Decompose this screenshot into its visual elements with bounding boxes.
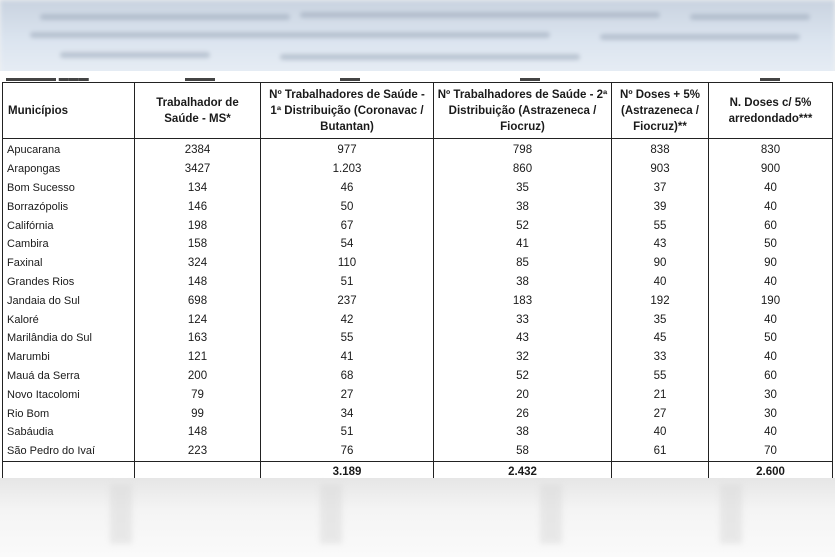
table-row: [3, 273, 833, 292]
blurred-ghost-mark: [540, 484, 562, 544]
cell-municipio: Arapongas: [3, 160, 135, 179]
cell-doses-5: 903: [612, 160, 709, 179]
cell-trabalhador-ms: 146: [135, 197, 261, 216]
cell-primeira-distribuicao: 42: [261, 310, 434, 329]
header-segunda-distribuicao: Nº Trabalhadores de Saúde - 2ª Distribuição (Astrazeneca / Fiocruz): [434, 83, 612, 139]
cell-doses-arredondado: 30: [709, 385, 833, 404]
clipped-text: ▬▬▬▬▬ ▬▬▬: [6, 73, 89, 83]
cell-municipio: Grandes Rios: [3, 273, 135, 292]
cell-doses-5: 43: [612, 235, 709, 254]
table-row: [3, 254, 833, 273]
cell-primeira-distribuicao: 67: [261, 216, 434, 235]
cell-primeira-distribuicao: 76: [261, 442, 434, 461]
header-trabalhador-ms: Trabalhador de Saúde - MS*: [135, 83, 261, 139]
cell-segunda-distribuicao: 43: [434, 329, 612, 348]
table-body: [3, 139, 833, 462]
cell-doses-5: 61: [612, 442, 709, 461]
cell-doses-arredondado: 190: [709, 291, 833, 310]
cell-doses-5: 90: [612, 254, 709, 273]
clipped-text: ▬▬: [340, 73, 360, 83]
table-row: [3, 197, 833, 216]
cell-municipio: Kaloré: [3, 310, 135, 329]
cell-segunda-distribuicao: 38: [434, 273, 612, 292]
cell-trabalhador-ms: 148: [135, 273, 261, 292]
cell-primeira-distribuicao: 237: [261, 291, 434, 310]
cell-segunda-distribuicao: 85: [434, 254, 612, 273]
cell-doses-5: 192: [612, 291, 709, 310]
blurred-text-line: [690, 14, 810, 20]
cell-municipio: Cambira: [3, 235, 135, 254]
table-row: [3, 179, 833, 198]
cell-trabalhador-ms: 198: [135, 216, 261, 235]
cell-trabalhador-ms: 79: [135, 385, 261, 404]
cell-trabalhador-ms: 200: [135, 367, 261, 386]
blurred-text-line: [40, 14, 290, 20]
cell-doses-5: 33: [612, 348, 709, 367]
blurred-text-line: [60, 52, 210, 58]
cell-municipio: Apucarana: [3, 139, 135, 160]
cell-doses-arredondado: 40: [709, 310, 833, 329]
clipped-text: ▬▬: [760, 73, 780, 83]
clipped-text: ▬▬▬: [185, 73, 215, 83]
cell-municipio: Faxinal: [3, 254, 135, 273]
cell-trabalhador-ms: 134: [135, 179, 261, 198]
cell-municipio: Sabáudia: [3, 423, 135, 442]
cell-primeira-distribuicao: 46: [261, 179, 434, 198]
total-rounded: 2.600: [709, 461, 833, 482]
cell-doses-5: 838: [612, 139, 709, 160]
cell-segunda-distribuicao: 38: [434, 423, 612, 442]
cell-doses-5: 27: [612, 404, 709, 423]
cell-doses-arredondado: 60: [709, 216, 833, 235]
total-dist1: 3.189: [261, 461, 434, 482]
cell-segunda-distribuicao: 860: [434, 160, 612, 179]
cell-municipio: Bom Sucesso: [3, 179, 135, 198]
cell-trabalhador-ms: 158: [135, 235, 261, 254]
cell-doses-arredondado: 50: [709, 235, 833, 254]
cell-segunda-distribuicao: 52: [434, 367, 612, 386]
cell-doses-5: 55: [612, 367, 709, 386]
cell-trabalhador-ms: 324: [135, 254, 261, 273]
table-row: [3, 423, 833, 442]
cell-segunda-distribuicao: 26: [434, 404, 612, 423]
header-municipios: Municípios: [3, 83, 135, 139]
blurred-text-line: [600, 34, 800, 40]
table-row: [3, 442, 833, 461]
cell-trabalhador-ms: 163: [135, 329, 261, 348]
total-dist2: 2.432: [434, 461, 612, 482]
table-row: [3, 367, 833, 386]
blurred-text-line: [300, 12, 660, 18]
cell-primeira-distribuicao: 51: [261, 273, 434, 292]
document-sheet: [0, 71, 835, 478]
cell-doses-5: 21: [612, 385, 709, 404]
cell-trabalhador-ms: 2384: [135, 139, 261, 160]
cell-doses-5: 35: [612, 310, 709, 329]
table-row: [3, 216, 833, 235]
table-row: [3, 385, 833, 404]
cell-segunda-distribuicao: 798: [434, 139, 612, 160]
table-row: [3, 160, 833, 179]
cell-doses-arredondado: 30: [709, 404, 833, 423]
cell-segunda-distribuicao: 41: [434, 235, 612, 254]
cell-primeira-distribuicao: 27: [261, 385, 434, 404]
cell-trabalhador-ms: 223: [135, 442, 261, 461]
cell-municipio: Borrazópolis: [3, 197, 135, 216]
cell-segunda-distribuicao: 38: [434, 197, 612, 216]
cell-doses-arredondado: 70: [709, 442, 833, 461]
cell-segunda-distribuicao: 32: [434, 348, 612, 367]
cell-segunda-distribuicao: 33: [434, 310, 612, 329]
cell-doses-arredondado: 60: [709, 367, 833, 386]
header-doses-5: Nº Doses + 5% (Astrazeneca / Fiocruz)**: [612, 83, 709, 139]
cell-primeira-distribuicao: 41: [261, 348, 434, 367]
cell-municipio: Jandaia do Sul: [3, 291, 135, 310]
cell-doses-arredondado: 40: [709, 423, 833, 442]
cell-doses-5: 39: [612, 197, 709, 216]
clipped-text: ▬▬: [520, 73, 540, 83]
cell-trabalhador-ms: 698: [135, 291, 261, 310]
table-row: [3, 329, 833, 348]
cell-primeira-distribuicao: 110: [261, 254, 434, 273]
cell-doses-5: 45: [612, 329, 709, 348]
cell-doses-arredondado: 40: [709, 348, 833, 367]
cell-municipio: São Pedro do Ivaí: [3, 442, 135, 461]
cell-segunda-distribuicao: 183: [434, 291, 612, 310]
cell-primeira-distribuicao: 34: [261, 404, 434, 423]
cell-doses-arredondado: 900: [709, 160, 833, 179]
cell-municipio: Marumbi: [3, 348, 135, 367]
cell-municipio: Rio Bom: [3, 404, 135, 423]
cell-trabalhador-ms: 124: [135, 310, 261, 329]
blurred-ghost-mark: [320, 484, 342, 544]
table-row: [3, 348, 833, 367]
cell-primeira-distribuicao: 50: [261, 197, 434, 216]
cell-doses-arredondado: 830: [709, 139, 833, 160]
header-primeira-distribuicao: Nº Trabalhadores de Saúde - 1ª Distribuição (Coronavac / Butantan): [261, 83, 434, 139]
cell-primeira-distribuicao: 1.203: [261, 160, 434, 179]
blurred-text-line: [30, 32, 550, 38]
header-doses-arredondado: N. Doses c/ 5% arredondado***: [709, 83, 833, 139]
cell-primeira-distribuicao: 68: [261, 367, 434, 386]
table-row: [3, 310, 833, 329]
table-row: [3, 291, 833, 310]
cell-doses-5: 40: [612, 423, 709, 442]
cell-municipio: Mauá da Serra: [3, 367, 135, 386]
blurred-text-line: [280, 54, 580, 60]
cell-trabalhador-ms: 121: [135, 348, 261, 367]
cell-doses-5: 37: [612, 179, 709, 198]
table-row: [3, 404, 833, 423]
cell-doses-arredondado: 40: [709, 197, 833, 216]
cell-primeira-distribuicao: 51: [261, 423, 434, 442]
cell-segunda-distribuicao: 20: [434, 385, 612, 404]
cell-primeira-distribuicao: 55: [261, 329, 434, 348]
table-header-row: [3, 83, 833, 139]
cell-trabalhador-ms: 3427: [135, 160, 261, 179]
table-row: [3, 139, 833, 160]
cell-doses-arredondado: 50: [709, 329, 833, 348]
cell-doses-arredondado: 40: [709, 179, 833, 198]
cell-trabalhador-ms: 99: [135, 404, 261, 423]
cell-primeira-distribuicao: 977: [261, 139, 434, 160]
vaccine-distribution-table: [2, 82, 833, 483]
cell-trabalhador-ms: 148: [135, 423, 261, 442]
cell-municipio: Novo Itacolomi: [3, 385, 135, 404]
cell-segunda-distribuicao: 35: [434, 179, 612, 198]
blurred-page-header: [0, 0, 835, 78]
cell-doses-5: 40: [612, 273, 709, 292]
blurred-ghost-mark: [110, 484, 132, 544]
table-row: [3, 235, 833, 254]
cell-municipio: Califórnia: [3, 216, 135, 235]
cell-doses-5: 55: [612, 216, 709, 235]
cell-segunda-distribuicao: 52: [434, 216, 612, 235]
cell-municipio: Marilândia do Sul: [3, 329, 135, 348]
blurred-ghost-mark: [720, 484, 742, 544]
cell-doses-arredondado: 40: [709, 273, 833, 292]
cell-primeira-distribuicao: 54: [261, 235, 434, 254]
cell-segunda-distribuicao: 58: [434, 442, 612, 461]
cell-doses-arredondado: 90: [709, 254, 833, 273]
blurred-page-footer: [0, 478, 835, 557]
